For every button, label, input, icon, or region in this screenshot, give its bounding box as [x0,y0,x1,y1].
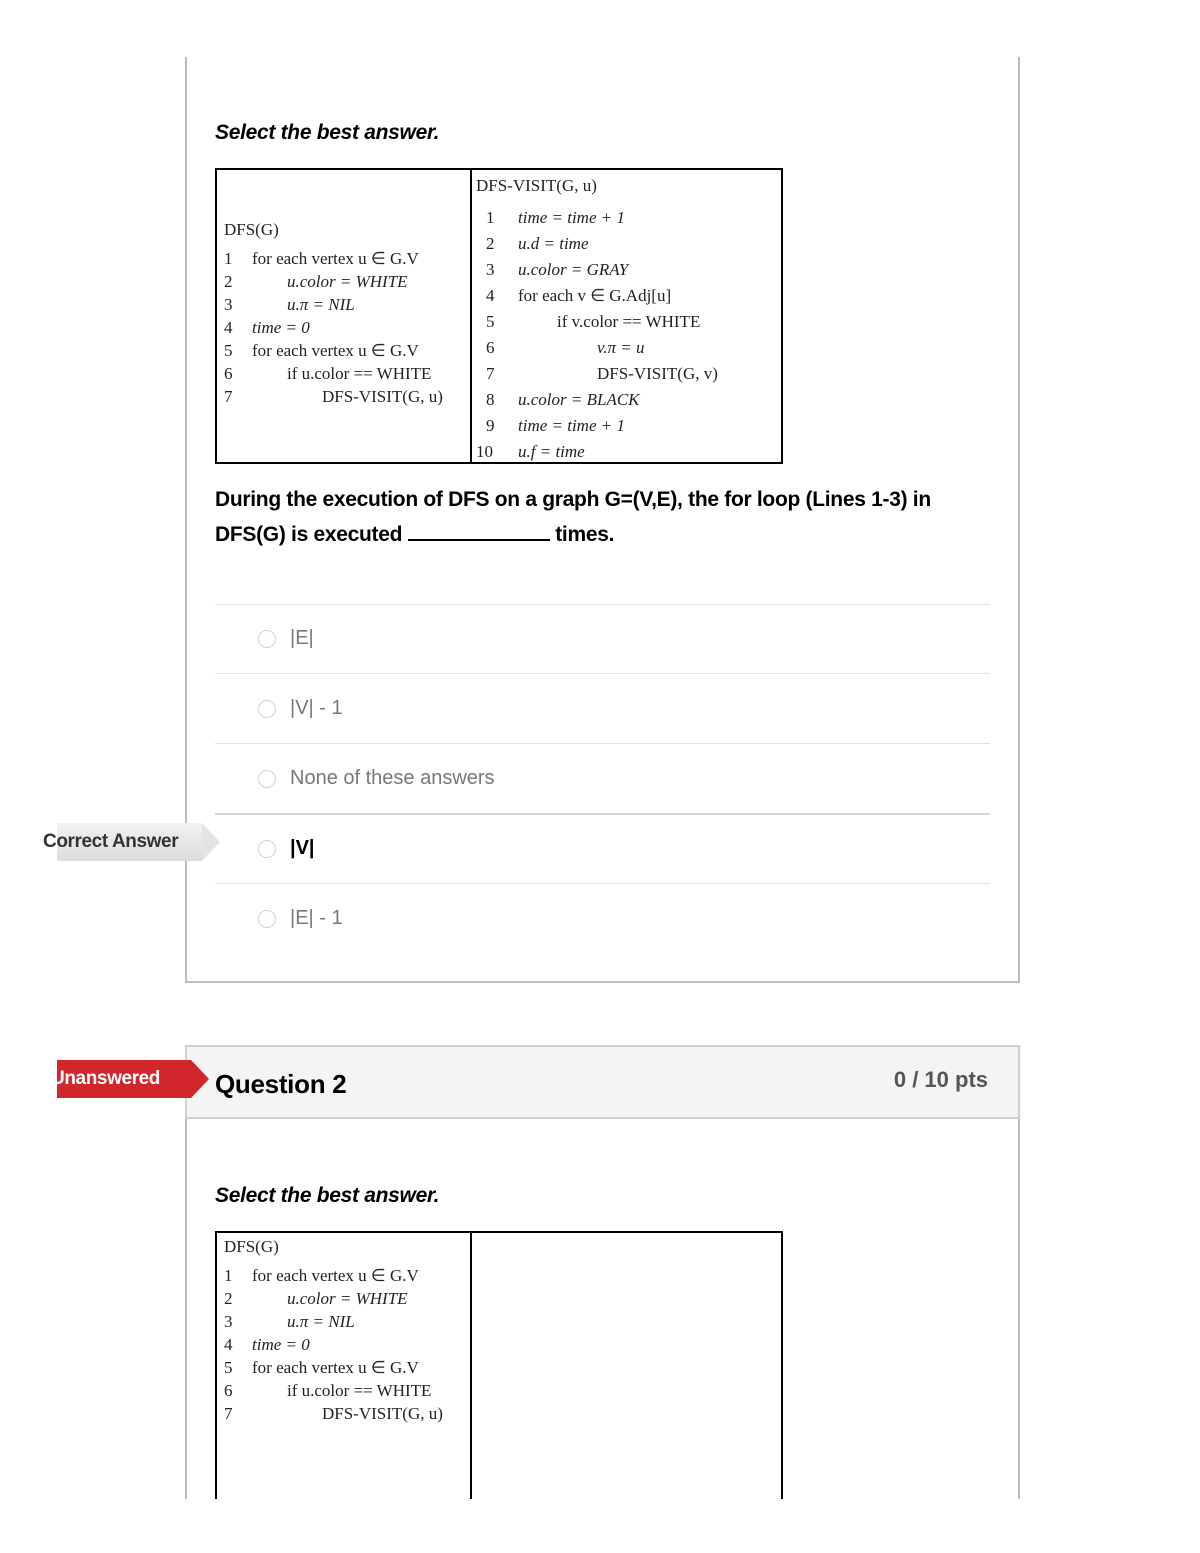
q1-card-right-border [1018,57,1020,983]
visit-line-text: if v.color == WHITE [557,312,701,331]
dfs-line-text: for each vertex u ∈ G.V [252,249,419,268]
dfs-line-text: for each vertex u ∈ G.V [252,341,419,360]
dfs-line-text: if u.color == WHITE [287,364,432,383]
dfs-line-text: time = 0 [252,318,310,337]
question-text-part: During the execution of DFS on a graph G=(V,E), the [215,488,725,511]
dfs-line-text: u.π = NIL [287,1312,355,1331]
dfs-line-num: 2 [224,272,233,291]
visit-line-text: time = time + 1 [518,208,625,227]
dfs-procedure [217,170,470,462]
question-text-part: times. [549,523,615,546]
dfs-line-num: 7 [224,387,233,406]
answer-divider [215,813,990,815]
visit-line-text: u.d = time [518,234,589,253]
visit-line-num: 6 [486,338,495,357]
dfs-visit-procedure [472,170,782,462]
dfs-line-num: 5 [224,341,233,360]
dfs-line-num: 1 [224,1266,233,1285]
dfs-line-text: DFS-VISIT(G, u) [322,1404,443,1423]
answer-label: None of these answers [290,767,495,789]
dfs-line-num: 4 [224,1335,233,1354]
dfs-line-num: 6 [224,364,233,383]
unanswered-tag [51,1060,209,1098]
answer-label: |V| [290,837,315,859]
dfs-line-text: for each vertex u ∈ G.V [252,1358,419,1377]
radio-button[interactable] [258,770,276,788]
visit-line-num: 10 [476,442,493,461]
visit-line-text: u.color = BLACK [518,390,640,409]
answer-option[interactable] [258,904,958,934]
answer-option[interactable] [258,694,958,724]
points-label: 0 / 10 pts [893,1067,988,1092]
q2-card-left-border [185,1119,187,1499]
visit-line-num: 1 [486,208,495,227]
dfs-line-num: 2 [224,1289,233,1308]
dfs-line-num: 1 [224,249,233,268]
visit-line-num: 5 [486,312,495,331]
answer-divider [215,883,990,884]
answer-divider [215,604,990,605]
answer-divider [215,673,990,674]
dfs-title: DFS(G) [224,1237,279,1256]
visit-line-text: for each v ∈ G.Adj[u] [518,286,672,305]
dfs-line-num: 7 [224,1404,233,1423]
unanswered-label: Unanswered [51,1068,160,1089]
dfs-line-text: u.color = WHITE [287,272,408,291]
dfs-line-text: u.color = WHITE [287,1289,408,1308]
dfs-line-num: 3 [224,1312,233,1331]
q2-card-right-border [1018,1119,1020,1499]
visit-line-num: 2 [486,234,495,253]
q1-code-figure [215,168,783,464]
correct-answer-label: Correct Answer [43,831,179,852]
visit-line-num: 4 [486,286,495,305]
visit-line-num: 8 [486,390,495,409]
visit-line-text: u.f = time [518,442,585,461]
radio-button[interactable] [258,910,276,928]
visit-line-text: time = time + 1 [518,416,625,435]
dfs-line-text: for each vertex u ∈ G.V [252,1266,419,1285]
answer-option-correct[interactable] [258,834,958,864]
visit-line-text: DFS-VISIT(G, v) [597,364,718,383]
q2-header [185,1045,1020,1119]
q1-question-text [215,482,995,552]
tag-arrow-icon [191,1060,209,1098]
dfs-line-num: 6 [224,1381,233,1400]
question-text-part: (Lines 1-3) in DFS(G) is executed [215,488,931,546]
radio-button[interactable] [258,840,276,858]
visit-line-num: 3 [486,260,495,279]
visit-line-num: 9 [486,416,495,435]
dfs-title: DFS(G) [224,220,279,239]
answer-label: |E| [290,627,314,649]
fill-blank [408,523,550,541]
dfs-line-num: 5 [224,1358,233,1377]
dfs-line-num: 3 [224,295,233,314]
answer-option[interactable] [258,764,958,794]
q2-instruction: Select the best answer. [215,1184,440,1207]
answer-divider [215,743,990,744]
question-bold-term: for loop [724,488,801,511]
radio-button[interactable] [258,700,276,718]
correct-answer-tag [43,823,220,861]
dfs-line-text: u.π = NIL [287,295,355,314]
code-divider [470,1233,472,1499]
tag-arrow-icon [202,823,220,861]
dfs-line-text: time = 0 [252,1335,310,1354]
radio-button[interactable] [258,630,276,648]
q1-instruction: Select the best answer. [215,121,440,144]
visit-line-num: 7 [486,364,495,383]
visit-line-text: v.π = u [597,338,645,357]
dfs-line-num: 4 [224,318,233,337]
question-title: Question 2 [215,1069,347,1099]
q2-code-figure [215,1231,783,1499]
q1-card-bottom-border [185,981,1020,983]
visit-title: DFS-VISIT(G, u) [476,176,597,195]
dfs-line-text: if u.color == WHITE [287,1381,432,1400]
dfs-line-text: DFS-VISIT(G, u) [322,387,443,406]
visit-line-text: u.color = GRAY [518,260,629,279]
answer-label: |V| - 1 [290,697,343,719]
answer-option[interactable] [258,624,958,654]
answer-label: |E| - 1 [290,907,343,929]
